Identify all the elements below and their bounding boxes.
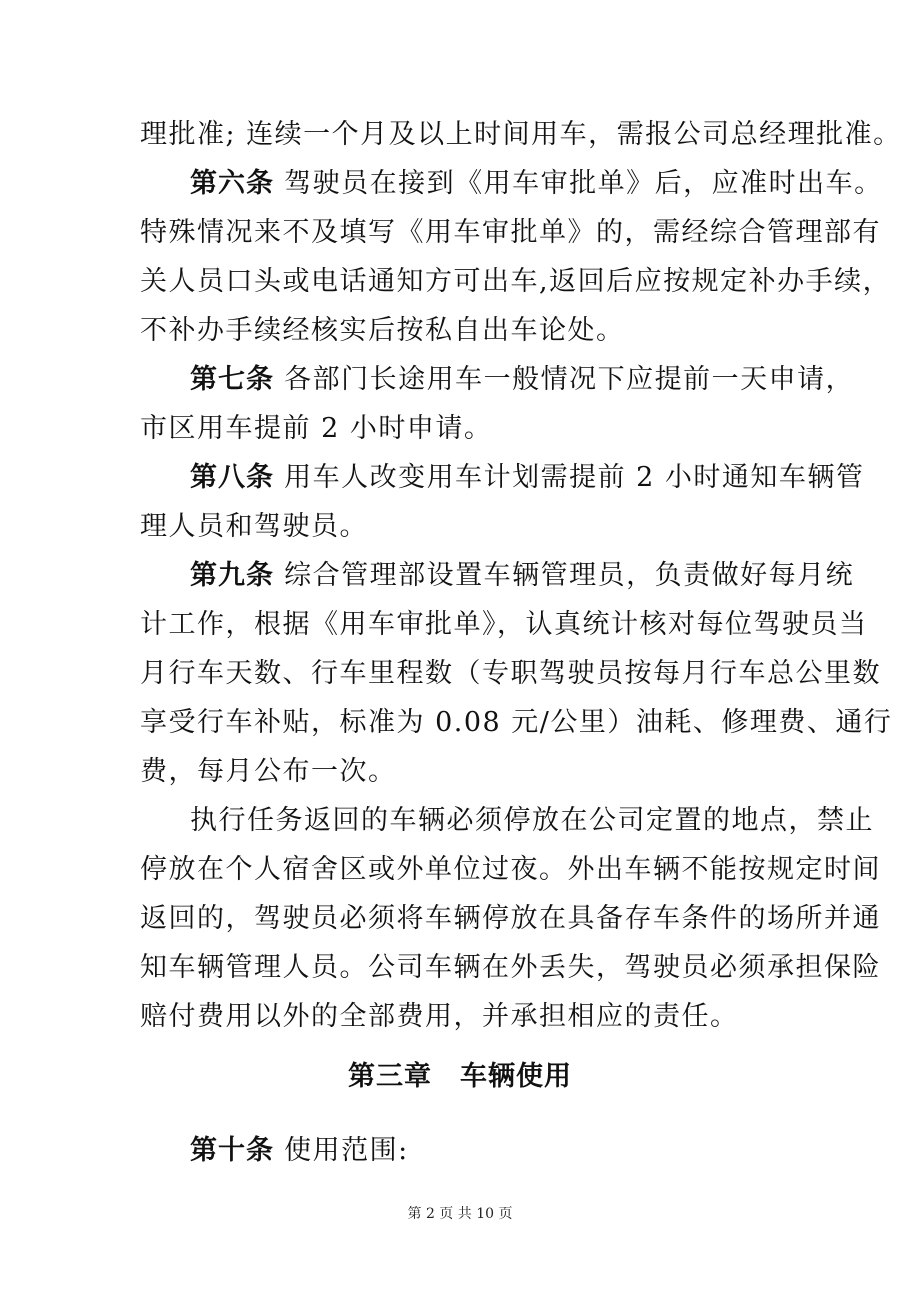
paragraph-line: 第十条 使用范围: (190, 1135, 409, 1166)
paragraph-line: 执行任务返回的车辆必须停放在公司定置的地点，禁止 (190, 805, 874, 836)
paragraph-line: 第八条 用车人改变用车计划需提前 2 小时通知车辆管 (190, 462, 865, 493)
paragraph-line: 费，每月公布一次。 (140, 756, 397, 787)
paragraph-line: 知车辆管理人员。公司车辆在外丢失，驾驶员必须承担保险 (140, 952, 881, 983)
paragraph-line: 第九条 综合管理部设置车辆管理员，负责做好每月统 (190, 560, 855, 591)
article-number: 第八条 (190, 462, 274, 493)
paragraph-line: 理批准; 连续一个月及以上时间用车，需报公司总经理批准。 (140, 119, 902, 150)
paragraph-line: 市区用车提前 2 小时申请。 (140, 413, 493, 444)
paragraph-line: 停放在个人宿舍区或外单位过夜。外出车辆不能按规定时间 (140, 854, 881, 885)
chapter-heading: 第三章 车辆使用 (348, 1061, 572, 1092)
paragraph-line: 不补办手续经核实后按私自出车论处。 (140, 315, 625, 346)
article-number: 第六条 (190, 168, 274, 199)
paragraph-line: 返回的，驾驶员必须将车辆停放在具备存车条件的场所并通 (140, 903, 881, 934)
article-number: 第十条 (190, 1135, 274, 1166)
paragraph-line: 关人员口头或电话通知方可出车,返回后应按规定补办手续， (140, 266, 892, 297)
paragraph-line: 月行车天数、行车里程数（专职驾驶员按每月行车总公里数 (140, 658, 881, 689)
paragraph-line: 享受行车补贴，标准为 0.08 元/公里）油耗、修理费、通行 (140, 707, 893, 738)
paragraph-line: 第六条 驾驶员在接到《用车审批单》后，应准时出车。 (190, 168, 883, 199)
paragraph-line: 第七条 各部门长途用车一般情况下应提前一天申请， (190, 364, 855, 395)
paragraph-line: 理人员和驾驶员。 (140, 511, 368, 542)
paragraph-line: 计工作，根据《用车审批单》，认真统计核对每位驾驶员当 (140, 609, 868, 640)
article-number: 第九条 (190, 560, 274, 591)
page-footer: 第 2 页 共 10 页 (407, 1206, 513, 1222)
article-number: 第七条 (190, 364, 274, 395)
paragraph-line: 特殊情况来不及填写《用车审批单》的，需经综合管理部有 (140, 217, 881, 248)
paragraph-line: 赔付费用以外的全部费用，并承担相应的责任。 (140, 1001, 739, 1032)
